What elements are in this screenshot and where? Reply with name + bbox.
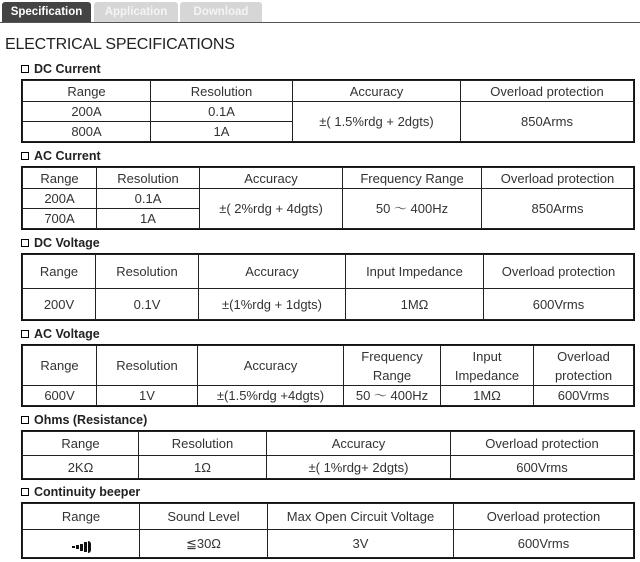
table-cell: 50 ～ 400Hz (343, 189, 482, 229)
table-cell: 600Vrms (451, 456, 634, 479)
header-cell: Input Impedance (346, 255, 484, 289)
section-continuity (21, 485, 140, 499)
header-cell: Overload protection (484, 255, 634, 289)
section-dc-voltage (21, 236, 100, 250)
header-cell: Frequency Range (344, 346, 441, 386)
table-cell: 600Vrms (484, 289, 634, 320)
checkbox-square-icon (21, 152, 29, 160)
table-cell: 0.1V (96, 289, 199, 320)
table-cell: 600V (23, 386, 97, 406)
table-cell: 200A (23, 189, 97, 209)
header-cell: Accuracy (293, 81, 461, 102)
header-cell: Resolution (139, 432, 267, 456)
table-cell: ±(1%rdg + 1dgts) (199, 289, 346, 320)
table-cell: 50 ～ 400Hz (344, 386, 441, 406)
checkbox-square-icon (21, 239, 29, 247)
table-cell: 1A (151, 122, 293, 142)
header-cell: Overload protection (451, 432, 634, 456)
section-ac-current (21, 149, 101, 163)
header-cell: Frequency Range (343, 168, 482, 189)
checkbox-square-icon (21, 416, 29, 424)
table-cell: ≦30Ω (140, 530, 268, 558)
header-cell: Resolution (96, 255, 199, 289)
section-title: Ohms (Resistance) (34, 413, 148, 427)
header-cell: Accuracy (198, 346, 344, 386)
header-cell: Range (23, 81, 151, 102)
dc-current-table (22, 80, 634, 142)
header-cell: Resolution (97, 168, 200, 189)
section-ohms (21, 413, 147, 427)
header-cell: Range (23, 432, 139, 456)
header-cell: Sound Level (140, 504, 268, 530)
table-cell: 200V (23, 289, 96, 320)
table-cell: 600Vrms (534, 386, 634, 406)
table-cell: 1MΩ (441, 386, 534, 406)
header-cell: Max Open Circuit Voltage (268, 504, 454, 530)
header-cell: Range (23, 346, 97, 386)
table-cell: 1A (97, 209, 200, 229)
table-cell: 800A (23, 122, 151, 142)
checkbox-square-icon (21, 488, 29, 496)
continuity-table (22, 503, 634, 558)
header-cell: Overload protection (534, 346, 634, 386)
header-cell: Overload protection (482, 168, 634, 189)
tab-bar (0, 0, 640, 23)
table-cell: 0.1A (97, 189, 200, 209)
table-cell: 200A (23, 102, 151, 122)
table-cell: 850Arms (461, 102, 634, 142)
ohms-table (22, 431, 634, 479)
table-cell: 1MΩ (346, 289, 484, 320)
section-title: Continuity beeper (34, 485, 141, 499)
header-cell: Range (23, 504, 140, 530)
section-title: DC Current (34, 62, 101, 76)
header-cell: Range (23, 255, 96, 289)
header-cell: Resolution (151, 81, 293, 102)
header-cell: Resolution (97, 346, 198, 386)
header-cell: Range (23, 168, 97, 189)
dc-voltage-table (22, 254, 634, 320)
table-cell: 850Arms (482, 189, 634, 229)
section-ac-voltage (21, 327, 100, 341)
beeper-icon (72, 541, 91, 553)
page-title: ELECTRICAL SPECIFICATIONS (5, 36, 235, 53)
table-cell: 0.1A (151, 102, 293, 122)
table-cell: ±( 1%rdg+ 2dgts) (267, 456, 451, 479)
header-cell: Accuracy (199, 255, 346, 289)
table-cell: 3V (268, 530, 454, 558)
checkbox-square-icon (21, 330, 29, 338)
ac-voltage-table (22, 345, 634, 406)
ac-current-table (22, 167, 634, 229)
section-dc-current (21, 62, 101, 76)
table-cell: ±( 2%rdg + 4dgts) (200, 189, 343, 229)
header-cell: Input Impedance (441, 346, 534, 386)
header-cell: Accuracy (267, 432, 451, 456)
header-cell: Overload protection (454, 504, 634, 530)
header-cell: Overload protection (461, 81, 634, 102)
table-cell: ±(1.5%rdg +4dgts) (198, 386, 344, 406)
table-cell: 700A (23, 209, 97, 229)
table-cell: ±( 1.5%rdg + 2dgts) (293, 102, 461, 142)
table-cell (23, 530, 140, 558)
table-cell: 600Vrms (454, 530, 634, 558)
header-cell: Accuracy (200, 168, 343, 189)
tab-application[interactable]: Application (94, 2, 178, 22)
section-title: DC Voltage (34, 236, 100, 250)
tab-download[interactable]: Download (180, 2, 262, 22)
table-cell: 1V (97, 386, 198, 406)
checkbox-square-icon (21, 65, 29, 73)
table-cell: 2KΩ (23, 456, 139, 479)
section-title: AC Voltage (34, 327, 100, 341)
section-title: AC Current (34, 149, 101, 163)
tab-specification[interactable]: Specification (2, 2, 91, 22)
table-cell: 1Ω (139, 456, 267, 479)
